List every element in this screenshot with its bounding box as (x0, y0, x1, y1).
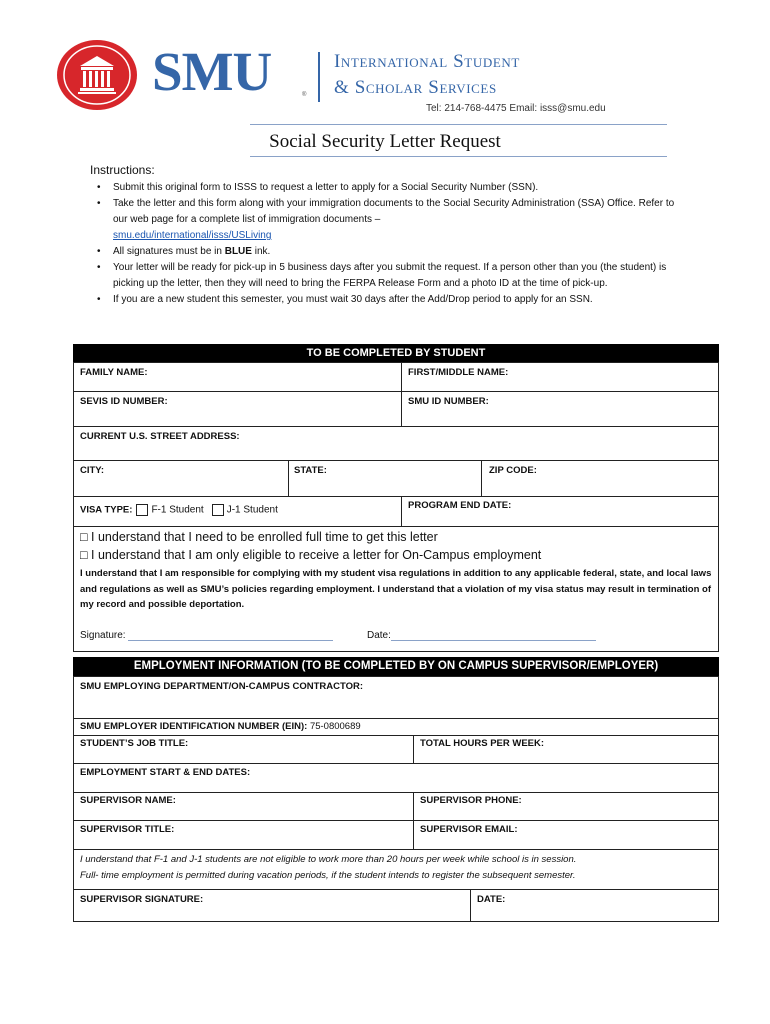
title-rule-bottom (250, 156, 667, 157)
work-hours-note-2: Full- time employment is permitted during vacation periods, if the student intends to register the subsequent semester. (80, 870, 576, 881)
fulltime-acknowledgement[interactable]: □ I understand that I need to be enrolled full time to get this letter (80, 530, 438, 544)
j1-checkbox[interactable] (212, 504, 224, 516)
instruction-item: • All signatures must be in BLUE ink. (113, 244, 683, 260)
ein-value: 75-0800689 (309, 721, 361, 732)
supervisor-signature-field[interactable]: SUPERVISOR SIGNATURE: (80, 894, 204, 905)
first-middle-name-field[interactable]: FIRST/MIDDLE NAME: (408, 367, 509, 378)
signature-label: Signature: (80, 630, 126, 641)
employment-dates-field[interactable]: EMPLOYMENT START & END DATES: (80, 767, 251, 778)
instruction-item: • Your letter will be ready for pick-up in 5 business days after you submit the request. If a person other than you (the student) is picking up the letter, then they will need to bring the FERPA Release Form and a photo ID at the time of pick-up. (113, 260, 683, 292)
date-label: Date: (367, 630, 391, 641)
department-name-line2: & Scholar Services (334, 77, 497, 98)
street-address-field[interactable]: CURRENT U.S. STREET ADDRESS: (80, 431, 240, 442)
employing-department-field[interactable]: SMU EMPLOYING DEPARTMENT/ON-CAMPUS CONTRACTOR: (80, 681, 364, 692)
work-hours-note-1: I understand that F-1 and J-1 students are not eligible to work more than 20 hours per week while school is in session. (80, 854, 577, 865)
student-section-bar: TO BE COMPLETED BY STUDENT (73, 344, 719, 363)
instruction-item: • Submit this original form to ISSS to request a letter to apply for a Social Security Number (SSN). (113, 180, 683, 196)
signature-line[interactable] (128, 630, 333, 641)
visa-type-row (80, 504, 278, 516)
supervisor-email-field[interactable]: SUPERVISOR EMAIL: (420, 824, 518, 835)
usliving-link[interactable]: smu.edu/international/isss/USLiving (113, 230, 272, 241)
signature-row (80, 630, 333, 641)
header-divider (318, 52, 320, 102)
instructions-heading: Instructions: (90, 163, 155, 177)
contact-info: Tel: 214-768-4475 Email: isss@smu.edu (426, 103, 606, 114)
title-rule-top (250, 124, 667, 125)
smu-seal-logo (56, 39, 138, 111)
smu-id-field[interactable]: SMU ID NUMBER: (408, 396, 489, 407)
supervisor-phone-field[interactable]: SUPERVISOR PHONE: (420, 795, 522, 806)
zip-code-field[interactable]: ZIP CODE: (489, 465, 537, 476)
supervisor-title-field[interactable]: SUPERVISOR TITLE: (80, 824, 175, 835)
date-row (367, 630, 596, 641)
program-end-date-field[interactable]: PROGRAM END DATE: (408, 500, 512, 511)
job-title-field[interactable]: STUDENT’S JOB TITLE: (80, 738, 189, 749)
registered-mark: ® (302, 92, 307, 98)
supervisor-name-field[interactable]: SUPERVISOR NAME: (80, 795, 176, 806)
ein-label: SMU EMPLOYER IDENTIFICATION NUMBER (EIN): (80, 721, 308, 732)
family-name-field[interactable]: FAMILY NAME: (80, 367, 148, 378)
visa-type-label: VISA TYPE: (80, 504, 133, 516)
smu-wordmark: SMU (152, 41, 272, 102)
oncampus-acknowledgement[interactable]: □ I understand that I am only eligible to receive a letter for On-Campus employment (80, 548, 542, 562)
employment-section-bar: EMPLOYMENT INFORMATION (TO BE COMPLETED BY ON CAMPUS SUPERVISOR/EMPLOYER) (73, 657, 719, 676)
sevis-id-field[interactable]: SEVIS ID NUMBER: (80, 396, 168, 407)
instruction-item: • Take the letter and this form along with your immigration documents to the Social Security Administration (SSA) Office. Refer to our web page for a complete list of immigration documents – smu.edu/international/isss/USLiving (113, 196, 683, 244)
f1-checkbox[interactable] (136, 504, 148, 516)
state-field[interactable]: STATE: (294, 465, 327, 476)
f1-label: F-1 Student (151, 504, 204, 516)
supervisor-date-field[interactable]: DATE: (477, 894, 506, 905)
ein-row (80, 721, 361, 732)
department-name-line1: International Student (334, 51, 520, 72)
city-field[interactable]: CITY: (80, 465, 105, 476)
visa-compliance-statement: I understand that I am responsible for complying with my student visa regulations in addition to any applicable federal, state, and local laws and regulations as well as SMU’s policies regarding employment. I understand that a violation of my visa status may result in termination of my record and possible deportation. (80, 568, 712, 610)
j1-label: J-1 Student (226, 504, 278, 516)
date-line[interactable] (391, 630, 596, 641)
instructions-list (113, 180, 683, 308)
instruction-item: • If you are a new student this semester, you must wait 30 days after the Add/Drop period to apply for an SSN. (113, 292, 683, 308)
hours-per-week-field[interactable]: TOTAL HOURS PER WEEK: (420, 738, 545, 749)
page-title: Social Security Letter Request (269, 131, 501, 152)
